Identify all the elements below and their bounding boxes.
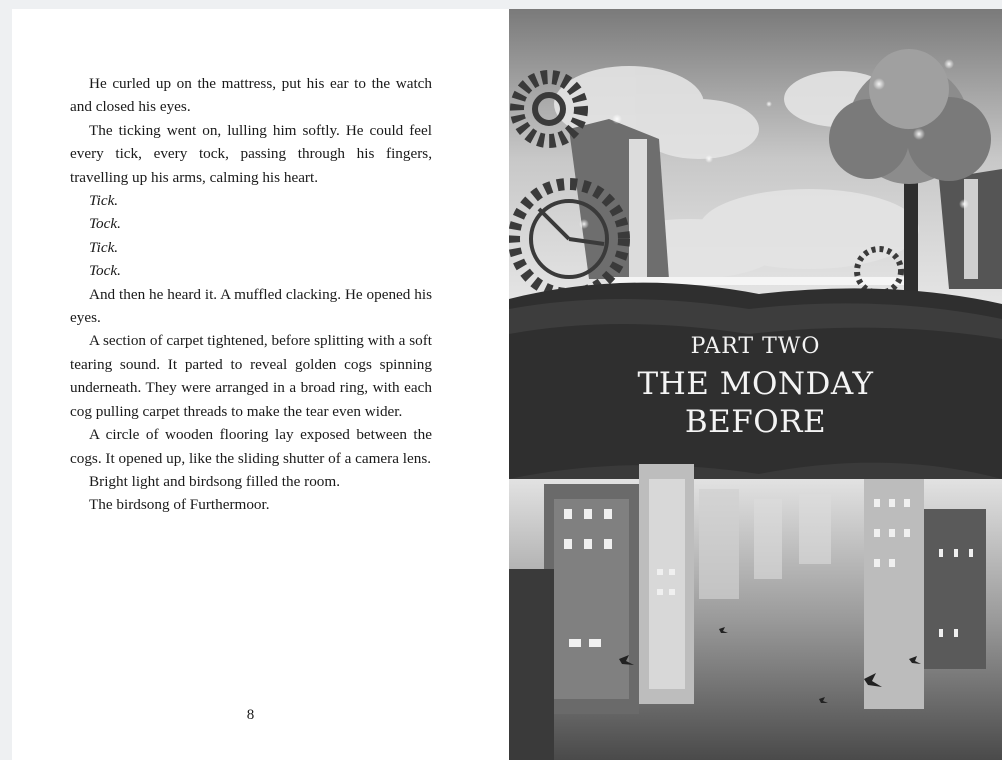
paragraph: Tick.	[89, 238, 119, 256]
book-spread	[12, 9, 1002, 760]
page-number: 8	[246, 707, 255, 723]
left-page	[12, 9, 509, 760]
paragraph: Tock.	[89, 215, 121, 233]
paragraph: Bright light and birdsong filled the room.	[89, 472, 340, 490]
paragraph: A circle of wooden flooring lay exposed between the cogs. It opened up, like the sliding shutter of a camera lens.	[70, 426, 432, 467]
part-title-line: BEFORE	[684, 404, 827, 440]
paragraph: The birdsong of Furthermoor.	[89, 496, 270, 514]
body-text	[70, 72, 432, 517]
paragraph: He curled up on the mattress, put his ear to the watch and closed his eyes.	[70, 75, 432, 116]
right-page-illustration	[509, 9, 1002, 760]
part-label: PART TWO	[690, 334, 821, 359]
paragraph: A section of carpet tightened, before splitting with a soft tearing sound. It parted to reveal golden cogs spinning underneath. They were arranged in a broad ring, with each cog pulling carpet threads to make the tear even wider.	[70, 332, 432, 420]
paragraph: The ticking went on, lulling him softly. He could feel every tick, every tock, passing through his fingers, travelling up his arms, calming his heart.	[70, 121, 432, 186]
part-title-line: THE MONDAY	[637, 366, 874, 402]
part-title	[509, 365, 1002, 441]
part-title-block	[509, 334, 1002, 441]
paragraph: And then he heard it. A muffled clacking. He opened his eyes.	[70, 285, 432, 327]
paragraph: Tock.	[89, 262, 121, 280]
paragraph: Tick.	[89, 192, 119, 210]
